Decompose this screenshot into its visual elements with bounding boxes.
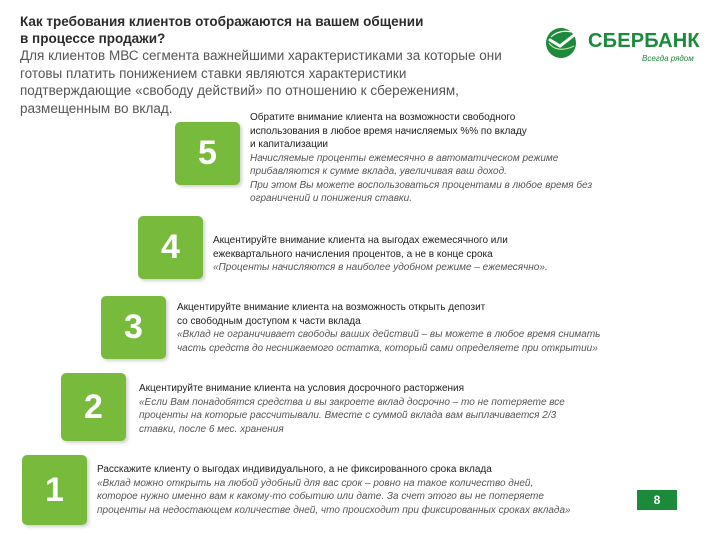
intro-text [20, 47, 550, 117]
page-number: 8 [637, 490, 677, 510]
step-heading-line: использования в любое время начисляемых %% по вкладу [250, 125, 527, 137]
step-heading-line: ежеквартального начисления процентов, а не в конце срока [213, 248, 493, 260]
step-detail-line: прибавляются к сумме вклада, увеличивая ваш доход. [250, 166, 507, 177]
step-heading-line: Расскажите клиенту о выгодах индивидуального, а не фиксированного срока вклада [97, 464, 492, 475]
step-detail-line: проценты на недостающем количестве дней, что происходит при фиксированных сроках вклада» [97, 504, 571, 516]
step-heading-line: Обратите внимание клиента на возможности свободного [250, 112, 516, 123]
step-detail-line: «Вклад не ограничивает свободы ваших действий – вы можете в любое время снимать [177, 329, 601, 340]
step-3-text [177, 301, 600, 355]
step-detail-line: ставки, после 6 мес. хранения [139, 423, 284, 435]
page-title [20, 13, 540, 47]
step-5-text [250, 111, 592, 206]
title-line: Как требования клиентов отображаются на вашем общении [20, 14, 424, 29]
intro-line: Для клиентов МВС сегмента важнейшими характеристиками за которые они [20, 48, 502, 63]
logo-name: СБЕРБАНК [588, 30, 700, 52]
step-2-text [139, 382, 565, 436]
intro-line: готовы платить понижением ставки являются характеристики [20, 65, 407, 81]
step-1-number: 1 [22, 455, 87, 525]
step-heading-line: Акцентируйте внимание клиента на условия досрочного расторжения [139, 383, 465, 394]
step-detail-line: При этом Вы можете воспользоваться процентами в любое время без [250, 179, 593, 191]
intro-line: подтверждающие «свободу действий» по отношению к сбережениям, [20, 83, 459, 98]
step-detail-line: «Если Вам понадобятся средства и вы закроете вклад досрочно – то не потеряете все [139, 396, 565, 408]
step-detail-line: «Вклад можно открыть на любой удобный для вас срок – ровно на такое количество дней, [97, 477, 534, 489]
title-line: в процессе продажи? [20, 31, 166, 46]
step-4-text [213, 234, 548, 275]
step-2-number: 2 [61, 373, 126, 441]
step-detail-line: часть средств до неснижаемого остатка, который сами определяете при открытии» [177, 342, 598, 354]
step-detail-line: ограничений и понижения ставки. [250, 193, 412, 204]
step-detail-line: проценты на которые рассчитывали. Вместе с суммой вклада вам выплачивается 2/3 [139, 410, 557, 421]
step-detail-line: Начисляемые проценты ежемесячно в автоматическом режиме [250, 152, 559, 164]
sberbank-logo [544, 26, 704, 66]
step-detail-line: «Проценты начисляются в наиболее удобном режиме – ежемесячно». [213, 262, 548, 273]
logo-slogan: Всегда рядом [642, 54, 694, 63]
intro-line: размещенным во вклад. [20, 100, 173, 116]
step-5-number: 5 [175, 122, 240, 185]
step-4-number: 4 [138, 216, 203, 279]
step-3-number: 3 [101, 296, 166, 359]
step-heading-line: Акцентируйте внимание клиента на возможность открыть депозит [177, 302, 486, 313]
step-1-text [97, 463, 571, 517]
step-heading-line: Акцентируйте внимание клиента на выгодах ежемесячного или [213, 235, 508, 246]
step-heading-line: и капитализации [250, 139, 329, 150]
sberbank-logo-icon [544, 26, 586, 60]
step-heading-line: со свободным доступом к части вклада [177, 315, 361, 327]
step-detail-line: которое нужно именно вам к какому-то событию или дате. За счет этого вы не потеряете [97, 491, 544, 502]
